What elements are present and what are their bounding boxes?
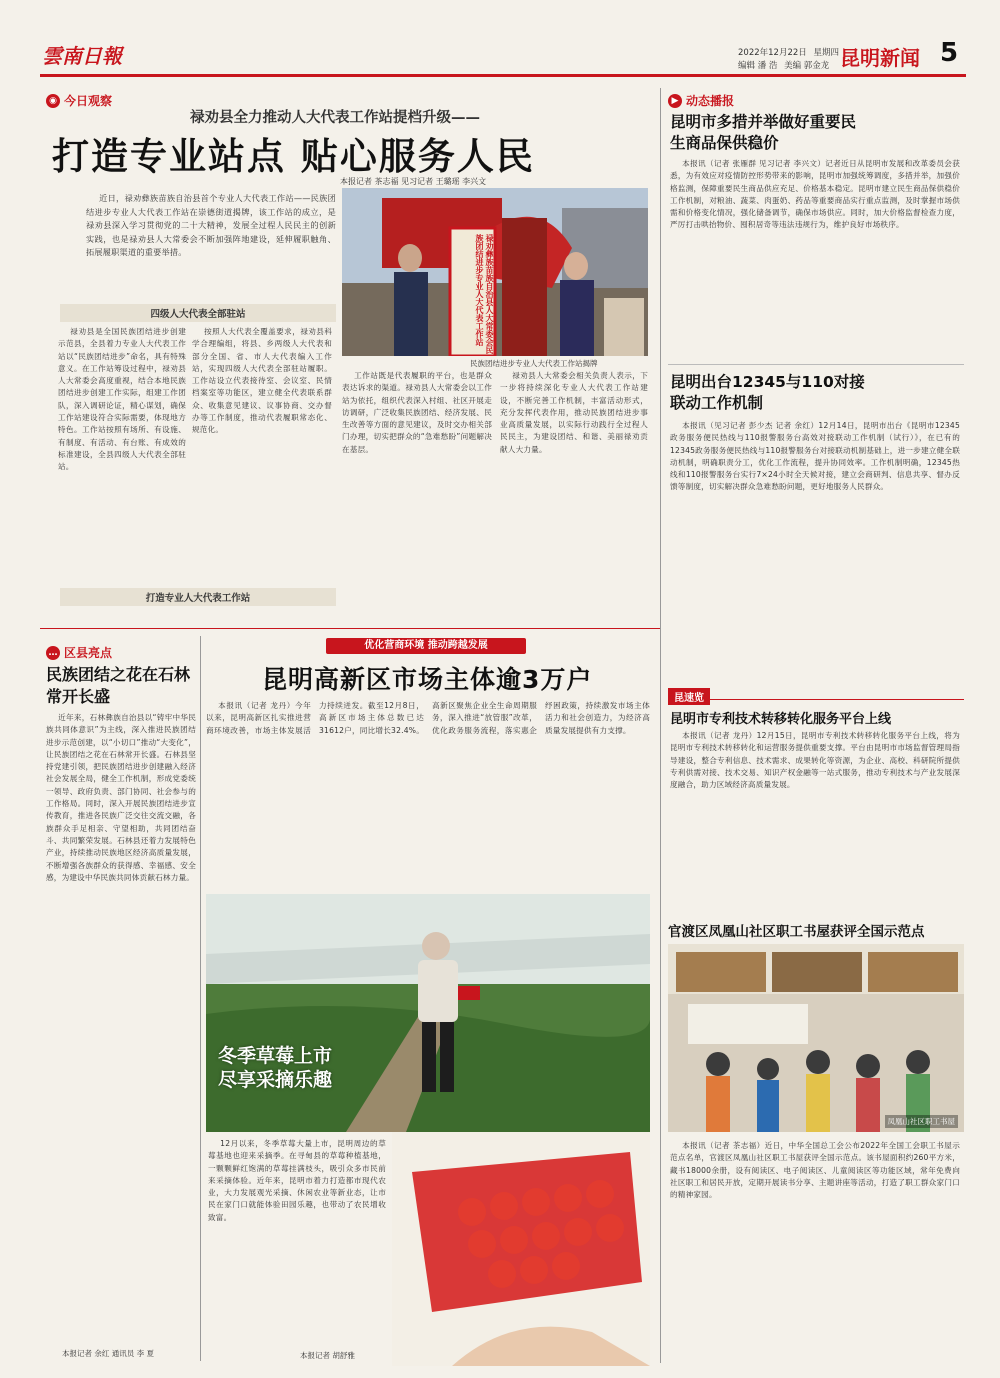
main-kicker: 禄劝县全力推动人大代表工作站提档升级—— xyxy=(190,110,480,126)
art4-photo xyxy=(668,944,964,1132)
side-tag-2-bar xyxy=(668,686,964,704)
art2-body-text: 本报讯（见习记者 彭少杰 记者 余红）12月14日，昆明市出台《昆明市12345政务服务便民热线与110报警服务台高效对接联动工作机制（试行）》，在已有的12345政务服务便民热线与110报警服务台对接联动机制基础上，进一步建立健全联动机制，明确职责分工，优化工作流程，提升协同效率。工作机制明确，12345热线和110报警服务台实行7×24小时全天候对接，建立会商研判、信息共享、督办反馈等制度，切实解决群众急难愁盼问题，更好地服务人民群众。 xyxy=(670,421,960,492)
main-photo-art xyxy=(342,188,648,356)
masthead xyxy=(0,0,1000,80)
strawberry-photo-title xyxy=(218,1044,332,1092)
art2-title: 昆明出台12345与110对接联动工作机制 xyxy=(670,373,865,412)
subhead-1: 四级人大代表全部驻站 xyxy=(60,304,336,322)
main-col-1 xyxy=(58,326,186,604)
feature-title: 昆明高新区市场主体逾3万户 xyxy=(262,665,593,694)
feature-body xyxy=(206,700,650,890)
subhead-2: 打造专业人大代表工作站 xyxy=(60,588,336,606)
main-lead xyxy=(86,192,336,290)
art4-body xyxy=(670,1140,960,1365)
masthead-date xyxy=(738,46,839,58)
section-tag-today xyxy=(46,92,112,109)
section-tag-label: 今日观察 xyxy=(64,94,113,108)
left-body-text: 近年来，石林彝族自治县以“铸牢中华民族共同体意识”为主线，深入推进民族团结进步示范创建，以“小切口”推动“大变化”，让民族团结之花在石林常开长盛。石林县坚持党建引领，把民族团结进步创建融入经济社会发展全局，健全工作机制，形成党委统一领导、政府负责、部门协同、社会参与的工作格局。同时，深入开展民族团结进步宣传教育，推进各民族广泛交往交流交融，各族群众手足相亲、守望相助，共同团结奋斗、共同繁荣发展。石林县还着力发展特色产业，持续推动民族地区经济高质量发展，不断增强各族群众的获得感、幸福感、安全感，为建设中华民族共同体贡献石林力量。 xyxy=(46,713,196,882)
art2-body xyxy=(670,420,960,670)
main-col-2-text: 按照人大代表全覆盖要求，禄劝县科学合理编组，将县、乡两级人大代表和部分全国、省、市人大代表编入工作站，实现四级人大代表全部驻站履职。工作站设立代表接待室、会议室、民情档案室等功能区，建立健全代表联系群众、收集意见建议、议事协商、交办督办等工作制度，推动代表履职常态化、规范化。 xyxy=(192,327,332,435)
art4-photo-caption: 凤凰山社区职工书屋 xyxy=(885,1115,959,1128)
art3-title: 昆明市专利技术转移转化服务平台上线 xyxy=(670,712,892,727)
newspaper-logo: 雲南日報 xyxy=(42,44,122,68)
main-byline: 本报记者 茶志福 见习记者 王璐瑶 李兴文 xyxy=(340,177,487,186)
main-col-1-text: 禄劝县是全国民族团结进步创建示范县，全县着力专业人大代表工作站以“民族团结进步”命名，具有特殊意义。在工作站筹设过程中，禄劝县人大常委会高度重视，结合本地民族团结进步创建工作实际，组建工作团队，深入调研论证，精心谋划，确保工作站建设符合实际需要，体现地方特色。工作站按照有场所、有设施、有制度、有活动、有台账、有成效的标准建设，全县四级人大代表全部驻站。 xyxy=(58,327,186,472)
chat-icon: … xyxy=(46,646,60,660)
main-col-2 xyxy=(192,326,332,588)
divider-left-bottom xyxy=(200,636,201,1361)
broadcast-icon: ▶ xyxy=(668,94,682,108)
feature-body-text: 本报讯（记者 龙丹）今年以来，昆明高新区扎实推进营商环境改善，市场主体发展活力持续迸发。截至12月8日，高新区市场主体总数已达31612户，同比增长32.4%。高新区聚焦企业全生命周期服务，深入推进“放管服”改革，优化政务服务流程，落实惠企纾困政策，持续激发市场主体活力和社会创造力，为经济高质量发展提供有力支撑。 xyxy=(206,701,650,735)
photo-title-line-1: 冬季草莓上市 xyxy=(218,1045,333,1067)
masthead-editors xyxy=(738,59,829,71)
divider-horizontal-mid xyxy=(40,628,660,629)
art4-photo-art xyxy=(668,944,964,1132)
main-col-3 xyxy=(342,370,492,615)
eye-icon: ◉ xyxy=(46,94,60,108)
column-divider-right xyxy=(660,88,661,1363)
strawberry-basket-photo xyxy=(392,1132,650,1366)
basket-photo-art xyxy=(392,1132,650,1366)
art3-body xyxy=(670,730,960,910)
left-tag-label: 区县亮点 xyxy=(64,646,113,660)
art4-body-text: 本报讯（记者 茶志福）近日，中华全国总工会公布2022年全国工会职工书屋示范点名单，官渡区凤凰山社区职工书屋获评全国示范点。该书屋面积约260平方米，藏书18000余册，设有阅读区、电子阅读区、儿童阅读区等功能区域，常年免费向社区职工和居民开放，定期开展读书分享、主题讲座等活动，打造了职工群众家门口的精神家园。 xyxy=(670,1141,960,1200)
side-tag-1-label: 动态播报 xyxy=(686,94,735,108)
designer-credit: 美编 郭金龙 xyxy=(784,61,830,71)
art1-title: 昆明市多措并举做好重要民生商品保供稳价 xyxy=(670,113,857,152)
left-body xyxy=(46,712,196,1342)
issue-date: 2022年12月22日 xyxy=(738,48,807,58)
masthead-rule xyxy=(40,74,966,77)
art3-body-text: 本报讯（记者 龙丹）12月15日，昆明市专利技术转移转化服务平台上线，将为昆明市专利技术转移转化和运营服务提供重要支撑。平台由昆明市市场监督管理局指导建设，整合专利信息、技术需求、成果转化等资源，为企业、高校、科研院所提供专利供需对接、技术交易、知识产权金融等一站式服务，推动专利技术与产业发展深度融合，助力区域经济高质量发展。 xyxy=(670,731,960,790)
main-headline: 打造专业站点 贴心服务人民 xyxy=(52,135,535,178)
issue-weekday: 星期四 xyxy=(813,48,839,58)
editor-credit: 编辑 潘 浩 xyxy=(738,61,778,71)
art4-title: 官渡区凤凰山社区职工书屋获评全国示范点 xyxy=(668,924,925,940)
page-number: 5 xyxy=(940,38,959,68)
lead-paragraph: 近日，禄劝彝族苗族自治县首个专业人大代表工作站——民族团结进步专业人大代表工作站在崇德街道揭牌，该工作站的成立，是禄劝县深入学习贯彻党的二十大精神，发展全过程人民民主的创新实践，也是禄劝县人大常委会不断加强阵地建设，延伸履职触角、拓展履职渠道的重要举措。 xyxy=(86,193,336,257)
main-photo-caption: 民族团结进步专业人大代表工作站揭牌 xyxy=(470,359,598,368)
main-col-4 xyxy=(500,370,648,615)
photo-news-body xyxy=(208,1138,386,1338)
photo-news-credit: 本报记者 胡舒雅 xyxy=(300,1351,355,1360)
art1-body-text: 本报讯（记者 张雁群 见习记者 李兴文）记者近日从昆明市发展和改革委员会获悉，为有效应对疫情防控形势带来的影响，昆明市加强统筹调度，多措并举，加强价格监测，保障重要民生商品供应充足、价格基本稳定。昆明市建立民生商品保供稳价工作机制，对粮油、蔬菜、肉蛋奶、药品等重要商品实行重点监测，及时掌握市场供需和价格变化情况，强化储备调节，确保市场供应。同时，加大价格监督检查力度，严厉打击哄抬物价、囤积居奇等违法违规行为，维护良好市场秩序。 xyxy=(670,159,960,230)
section-tag-county xyxy=(46,644,112,661)
photo-news-body-text: 12月以来，冬季草莓大量上市，昆明周边的草莓基地也迎来采摘季。在寻甸县的草莓种植基地，一颗颗鲜红饱满的草莓挂满枝头，吸引众多市民前来采摘体验。近年来，昆明市着力打造都市现代农业，大力发展观光采摘、休闲农业等新业态，让市民在家门口就能体验田园乐趣，也带动了农民增收致富。 xyxy=(208,1139,386,1222)
section-title: 昆明新闻 xyxy=(840,46,920,70)
main-col-4-text: 禄劝县人大常委会相关负责人表示，下一步将持续深化专业人大代表工作站建设，不断完善工作机制，丰富活动形式，充分发挥代表作用，推动民族团结进步事业高质量发展，以实际行动践行全过程人民民主，为建设团结、和谐、美丽禄劝贡献人大力量。 xyxy=(500,371,648,454)
left-credit: 本报记者 余红 通讯员 李 夏 xyxy=(62,1349,155,1358)
strawberry-photo xyxy=(206,894,650,1132)
section-tag-dynamic xyxy=(668,92,734,109)
photo-title-line-2: 尽享采摘乐趣 xyxy=(218,1069,333,1091)
feature-banner: 优化营商环境 推动跨越发展 xyxy=(326,638,526,654)
side-tag-2-label: 昆速览 xyxy=(668,688,710,705)
photo-sign-text: 禄劝彝族苗族自治县人大常委会民族团结进步专业人大代表工作站 xyxy=(475,234,494,354)
main-col-3-text: 工作站既是代表履职的平台，也是群众表达诉求的渠道。禄劝县人大常委会以工作站为依托，组织代表深入村组、社区开展走访调研，广泛收集民族团结、经济发展、民生改善等方面的意见建议，及时交办相关部门办理，切实把群众的“急难愁盼”问题解决在基层。 xyxy=(342,371,492,454)
left-title: 民族团结之花在石林常开长盛 xyxy=(46,665,191,706)
main-photo xyxy=(342,188,648,356)
art1-body xyxy=(670,158,960,348)
side-rule-1 xyxy=(668,364,964,365)
strawberry-photo-art xyxy=(206,894,650,1132)
